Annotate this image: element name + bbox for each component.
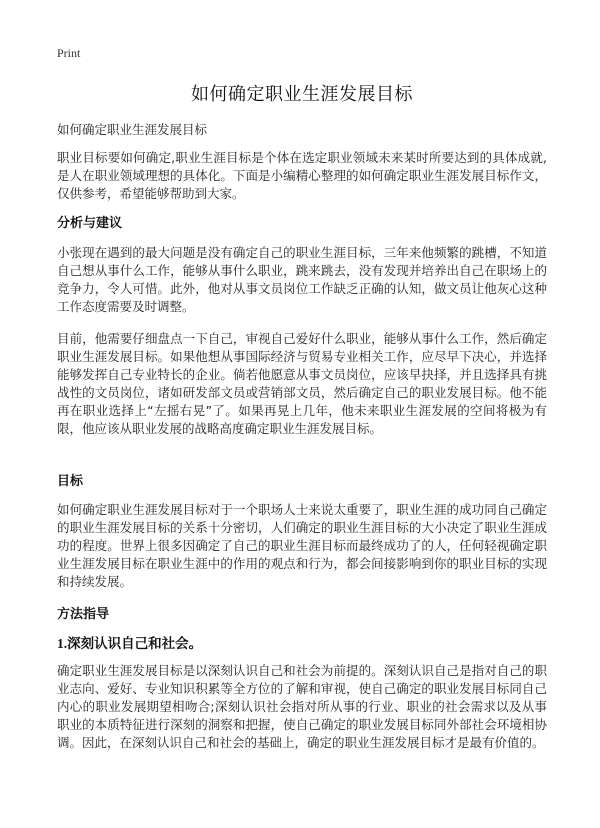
- subsection-heading-1: 1.深刻认识自己和社会。: [57, 636, 203, 651]
- print-link[interactable]: Print: [57, 46, 81, 60]
- method-paragraph-1: 确定职业生涯发展目标是以深刻认识自己和社会为前提的。深刻认识自己是指对自己的职业志向、爱好、专业知识积累等全方位的了解和审视，使自己确定的职业发展目标同自己内心的职业发展期望相吻合;深刻认识社会指对所从事的行业、职业的社会需求以及从事职业的本质特征进行深刻的洞察和把握，使自己确定的职业发展目标同外部社会环境相协调。因此，在深刻认识自己和社会的基础上，确定的职业生涯发展目标才是最有价值的。: [57, 663, 547, 750]
- goal-paragraph: 如何确定职业生涯发展目标对于一个职场人士来说太重要了，职业生涯的成功同自己确定的职业生涯发展目标的关系十分密切，人们确定的职业生涯目标的大小决定了职业生涯成功的程度。世界上很多因确定了自己的职业生涯目标而最终成功了的人，任何轻视确定职业生涯发展目标在职业生涯中的作用的观点和行为，都会间接影响到你的职业目标的实现和持续发展。: [57, 502, 547, 589]
- section-heading-goal: 目标: [57, 474, 84, 489]
- article-subtitle: 如何确定职业生涯发展目标: [57, 122, 208, 137]
- analysis-paragraph-1: 小张现在遇到的最大问题是没有确定自己的职业生涯目标，三年来他频繁的跳槽，不知道自己想从事什么工作，能够从事什么职业，跳来跳去，没有发现并培养出自己在职场上的竞争力，令人可惜。此外，他对从事文员岗位工作缺乏正确的认知，做文员让他灰心这种工作态度需要及时调整。: [57, 245, 547, 314]
- section-heading-method: 方法指导: [57, 607, 110, 622]
- section-heading-analysis: 分析与建议: [57, 216, 123, 231]
- intro-paragraph: 职业目标要如何确定,职业生涯目标是个体在选定职业领域未来某时所要达到的具体成就,是人在职业领域理想的具体化。下面是小编精心整理的如何确定职业生涯发展目标作文，仅供参考，希望能够帮助到大家。: [57, 150, 547, 201]
- analysis-paragraph-2: 目前，他需要仔细盘点一下自己，审视自己爱好什么职业，能够从事什么工作，然后确定职业生涯发展目标。如果他想从事国际经济与贸易专业相关工作，应尽早下决心，并选择能够发挥自己专业特长的企业。倘若他愿意从事文员岗位，应该早抉择，并且选择具有挑战性的文员岗位，诸如研发部文员或营销部文员，然后确定自己的职业发展目标。他不能再在职业选择上“左摇右晃”了。如果再晃上几年，他未来职业生涯发展的空间将极为有限，他应该从职业发展的战略高度确定职业生涯发展目标。: [57, 331, 547, 436]
- page-title: 如何确定职业生涯发展目标: [191, 84, 413, 105]
